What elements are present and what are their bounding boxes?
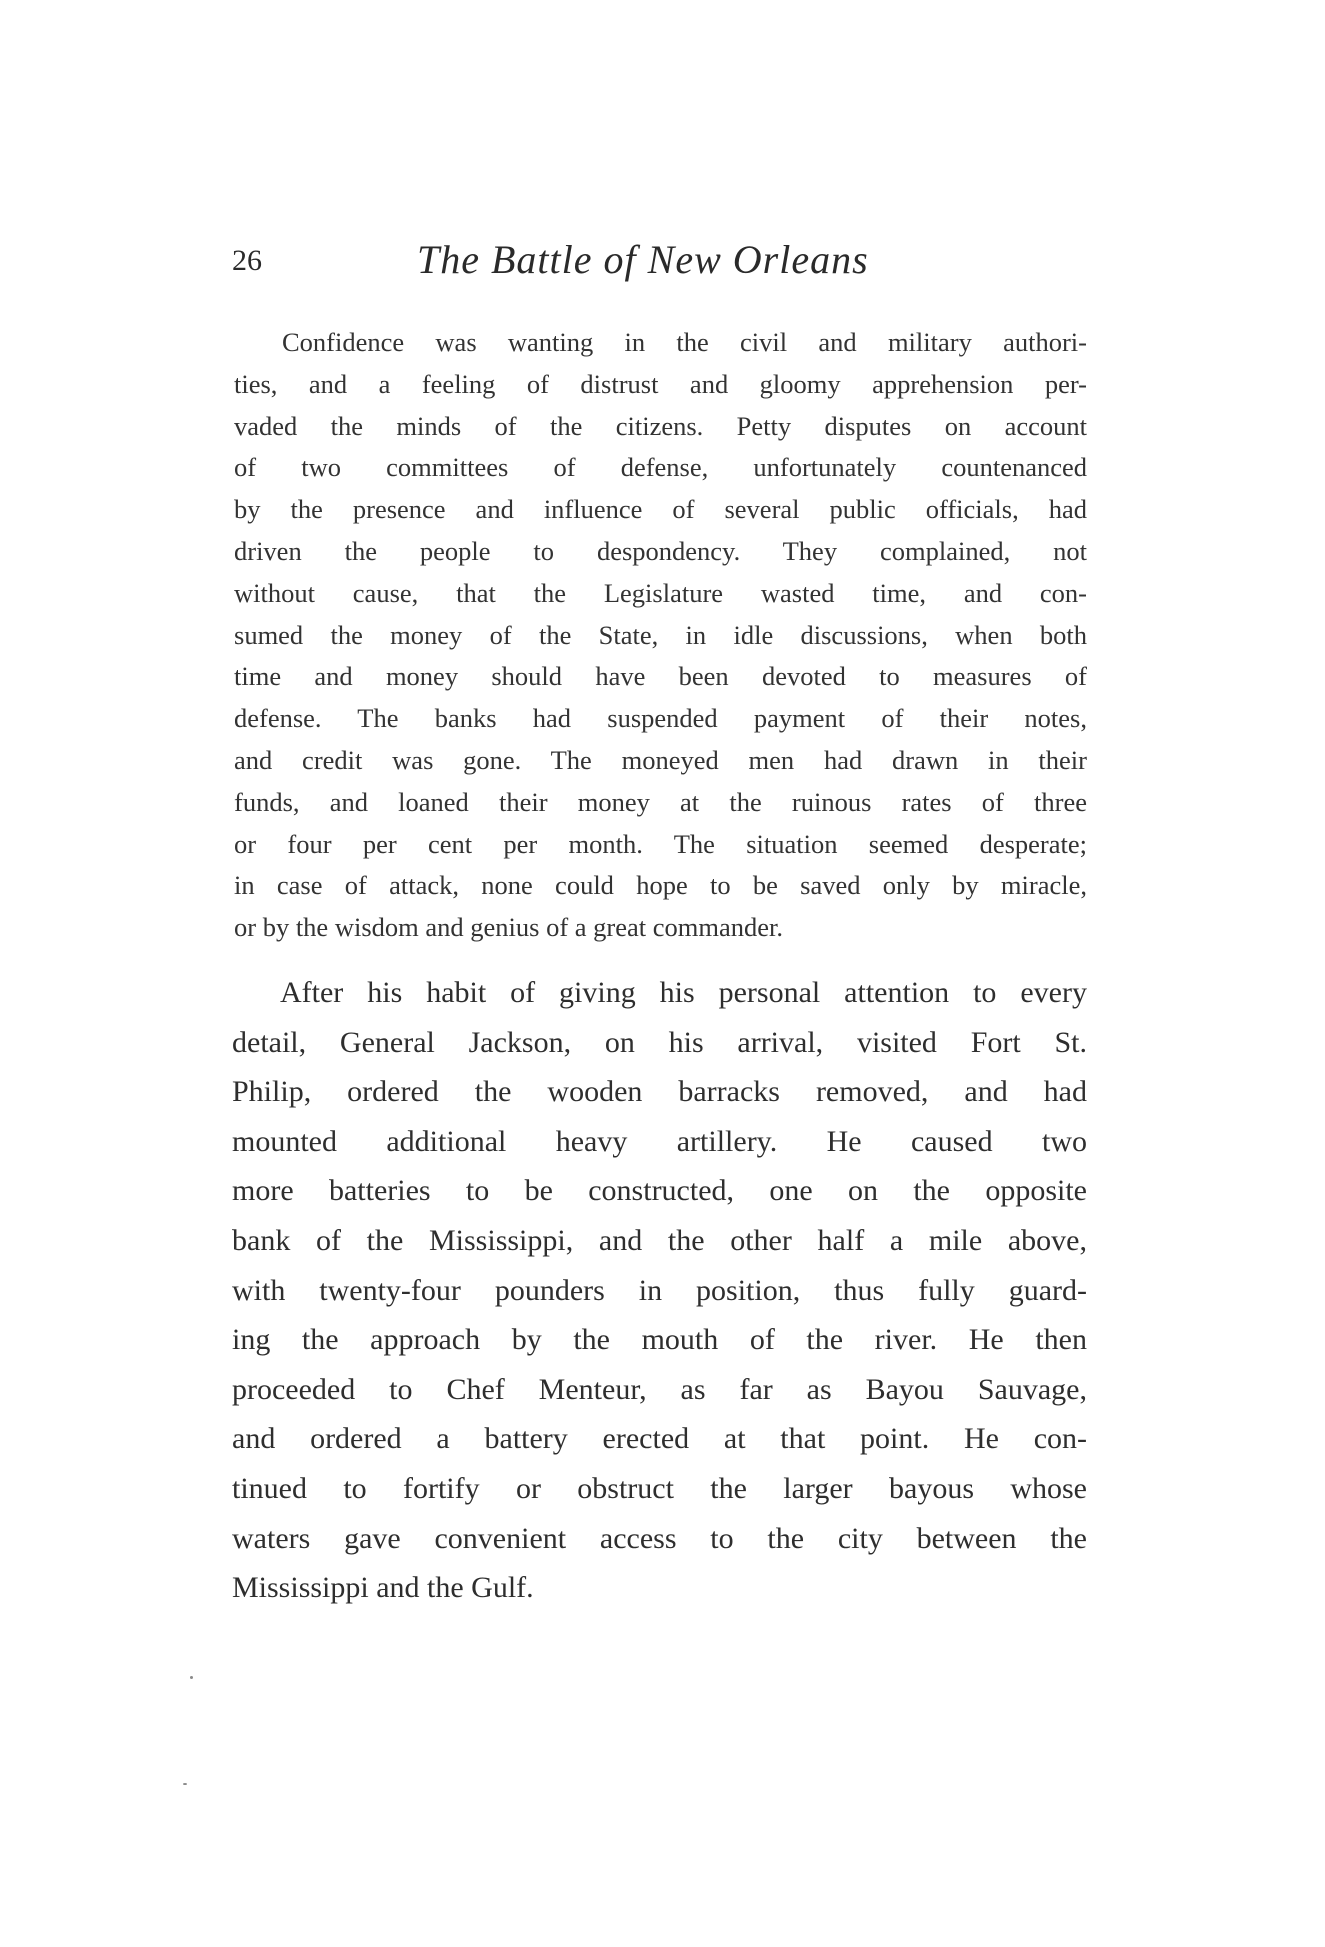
text-line: by the presence and influence of several public officials, had: [234, 494, 1087, 525]
text-line: with twenty-four pounders in position, thus fully guard-: [232, 1273, 1087, 1307]
running-head: [232, 236, 1092, 296]
paragraph-main: [232, 968, 1087, 1613]
text-line: bank of the Mississippi, and the other half a mile above,: [232, 1223, 1087, 1257]
text-line: sumed the money of the State, in idle discussions, when both: [234, 619, 1087, 650]
text-line: or four per cent per month. The situation seemed desperate;: [234, 828, 1087, 859]
text-line: ing the approach by the mouth of the river. He then: [232, 1323, 1087, 1357]
text-line: time and money should have been devoted to measures of: [234, 661, 1087, 692]
text-line: tinued to fortify or obstruct the larger bayous whose: [232, 1471, 1087, 1505]
text-line: of two committees of defense, unfortunately countenanced: [234, 452, 1087, 483]
text-line: waters gave convenient access to the city between the: [232, 1521, 1087, 1555]
text-line: detail, General Jackson, on his arrival, visited Fort St.: [232, 1025, 1087, 1059]
page-number: 26: [232, 244, 262, 277]
paragraph-quoted: [234, 322, 1087, 949]
text-line: defense. The banks had suspended payment of their notes,: [234, 703, 1087, 734]
text-line: and credit was gone. The moneyed men had drawn in their: [234, 744, 1087, 775]
text-line: ties, and a feeling of distrust and gloomy apprehension per-: [234, 368, 1087, 399]
text-line: Philip, ordered the wooden barracks removed, and had: [232, 1075, 1087, 1109]
text-line: proceeded to Chef Menteur, as far as Bayou Sauvage,: [232, 1372, 1087, 1406]
scan-speck: [183, 1783, 187, 1785]
text-line: more batteries to be constructed, one on the opposite: [232, 1174, 1087, 1208]
text-line: and ordered a battery erected at that point. He con-: [232, 1422, 1087, 1456]
text-line: Confidence was wanting in the civil and military authori-: [282, 327, 1087, 357]
text-line: in case of attack, none could hope to be saved only by miracle,: [234, 870, 1087, 901]
text-line: Mississippi and the Gulf.: [232, 1571, 534, 1605]
scan-speck: [190, 1676, 193, 1679]
text-line: mounted additional heavy artillery. He caused two: [232, 1124, 1087, 1158]
text-line: without cause, that the Legislature wasted time, and con-: [234, 577, 1087, 608]
text-line: funds, and loaned their money at the ruinous rates of three: [234, 786, 1087, 817]
text-line: driven the people to despondency. They complained, not: [234, 535, 1087, 566]
running-title: The Battle of New Orleans: [417, 237, 869, 282]
text-line: After his habit of giving his personal attention to every: [280, 976, 1087, 1009]
text-line: vaded the minds of the citizens. Petty disputes on account: [234, 410, 1087, 441]
text-line: or by the wisdom and genius of a great commander.: [234, 912, 783, 943]
